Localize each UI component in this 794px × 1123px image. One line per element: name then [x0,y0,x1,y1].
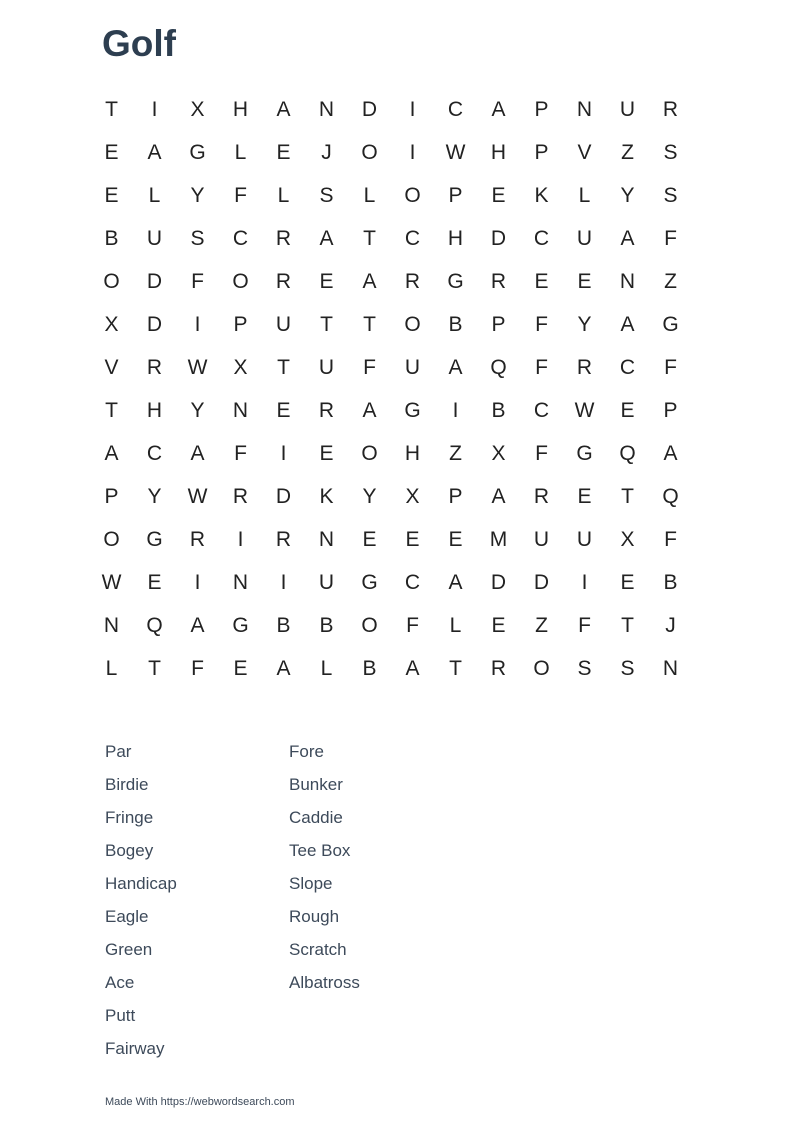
grid-cell: E [147,570,162,594]
grid-cell: O [404,183,421,207]
grid-cell: L [234,140,247,164]
word-list-item: Caddie [289,808,343,827]
grid-cell: E [620,398,635,422]
grid-cell: W [574,398,595,422]
grid-cell: S [577,656,592,680]
grid-cell: S [663,140,678,164]
grid-cell: E [233,656,248,680]
grid-cell: P [663,398,678,422]
grid-cell: G [576,441,593,465]
grid-cell: D [361,97,378,121]
grid-cell: H [146,398,163,422]
grid-cell: L [363,183,376,207]
grid-cell: Y [190,183,205,207]
grid-cell: A [276,97,291,121]
grid-cell: F [664,226,677,250]
grid-row [90,217,692,260]
grid-cell: Z [664,269,677,293]
grid-cell: Y [620,183,635,207]
grid-cell: E [491,183,506,207]
word-list-item: Fairway [105,1039,165,1058]
grid-cell: O [361,140,378,164]
word-list-item: Par [105,742,132,761]
grid-cell: S [319,183,334,207]
grid-cell: E [104,183,119,207]
grid-cell: E [276,140,291,164]
grid-cell: A [190,441,205,465]
grid-cell: P [448,183,463,207]
grid-cell: B [362,656,377,680]
grid-row [90,647,692,690]
word-list-item: Rough [289,907,340,926]
grid-cell: E [319,269,334,293]
grid-cell: N [232,570,249,594]
grid-cell: X [620,527,635,551]
grid-cell: J [665,613,676,637]
grid-cell: R [232,484,249,508]
grid-cell: T [148,656,161,680]
grid-cell: P [233,312,248,336]
grid-row [90,174,692,217]
grid-cell: O [232,269,249,293]
grid-cell: Z [621,140,634,164]
grid-row [90,88,692,131]
grid-cell: F [234,441,247,465]
grid-cell: C [232,226,249,250]
grid-cell: B [448,312,463,336]
grid-cell: Y [577,312,592,336]
grid-cell: O [361,441,378,465]
grid-cell: D [490,570,507,594]
grid-cell: A [663,441,678,465]
grid-cell: F [535,441,548,465]
grid-cell: Q [662,484,679,508]
word-list-item: Scratch [289,940,347,959]
grid-cell: L [148,183,161,207]
grid-cell: A [620,312,635,336]
grid-cell: W [187,355,208,379]
grid-cell: Q [619,441,636,465]
grid-row [90,303,692,346]
word-list-item: Birdie [105,775,149,794]
grid-cell: I [452,398,459,422]
grid-cell: A [190,613,205,637]
grid-cell: R [275,226,292,250]
grid-cell: I [280,441,287,465]
grid-row [90,604,692,647]
grid-cell: T [363,312,376,336]
grid-cell: B [663,570,678,594]
grid-cell: D [146,269,163,293]
letter-grid [90,88,692,690]
grid-cell: L [277,183,290,207]
grid-cell: K [534,183,549,207]
grid-cell: A [491,97,506,121]
grid-cell: R [490,269,507,293]
grid-cell: B [104,226,119,250]
grid-cell: T [449,656,462,680]
grid-cell: H [490,140,507,164]
grid-cell: D [275,484,292,508]
grid-cell: T [105,97,118,121]
grid-row [90,432,692,475]
grid-cell: O [533,656,550,680]
grid-cell: G [232,613,249,637]
grid-row [90,561,692,604]
grid-cell: R [275,527,292,551]
grid-cell: Y [147,484,162,508]
word-list-item: Eagle [105,907,149,926]
grid-cell: I [409,97,416,121]
word-list-item: Putt [105,1006,136,1025]
grid-cell: A [147,140,162,164]
word-list-item: Handicap [105,874,177,893]
grid-cell: N [103,613,120,637]
word-list-item: Slope [289,874,333,893]
grid-cell: F [664,355,677,379]
grid-cell: A [620,226,635,250]
grid-cell: E [620,570,635,594]
page-title: Golf [102,23,176,64]
grid-cell: R [404,269,421,293]
grid-cell: E [534,269,549,293]
grid-cell: C [404,226,421,250]
grid-cell: F [234,183,247,207]
grid-cell: T [277,355,290,379]
grid-cell: L [578,183,591,207]
grid-cell: N [619,269,636,293]
grid-cell: E [405,527,420,551]
grid-cell: R [662,97,679,121]
grid-cell: N [576,97,593,121]
grid-cell: U [404,355,421,379]
grid-cell: U [619,97,636,121]
grid-cell: U [146,226,163,250]
word-list-item: Fore [289,742,324,761]
grid-cell: A [319,226,334,250]
grid-cell: I [194,570,201,594]
grid-cell: N [318,527,335,551]
grid-cell: R [533,484,550,508]
grid-cell: O [404,312,421,336]
grid-cell: L [449,613,462,637]
grid-cell: A [104,441,119,465]
grid-cell: A [491,484,506,508]
word-list-item: Fringe [105,808,154,827]
grid-cell: G [146,527,163,551]
grid-cell: E [491,613,506,637]
grid-cell: E [104,140,119,164]
grid-cell: F [535,312,548,336]
grid-cell: B [491,398,506,422]
grid-cell: F [191,269,204,293]
grid-cell: J [321,140,332,164]
grid-cell: C [447,97,464,121]
grid-cell: I [151,97,158,121]
grid-cell: U [576,527,593,551]
grid-row [90,260,692,303]
grid-cell: L [320,656,333,680]
word-list-left [105,735,177,1065]
grid-cell: M [489,527,508,551]
grid-cell: P [104,484,119,508]
grid-cell: T [320,312,333,336]
grid-cell: E [319,441,334,465]
grid-cell: E [577,484,592,508]
grid-cell: T [621,484,634,508]
grid-cell: S [190,226,205,250]
grid-cell: H [404,441,421,465]
grid-cell: X [491,441,506,465]
grid-cell: F [535,355,548,379]
grid-row [90,389,692,432]
grid-cell: F [578,613,591,637]
word-list-item: Green [105,940,153,959]
word-list-item: Tee Box [289,841,351,860]
grid-cell: O [361,613,378,637]
word-list-item: Ace [105,973,135,992]
grid-cell: L [105,656,118,680]
grid-cell: X [233,355,248,379]
grid-cell: G [361,570,378,594]
grid-cell: W [445,140,466,164]
word-list-item: Bogey [105,841,154,860]
grid-cell: V [104,355,119,379]
grid-cell: I [581,570,588,594]
grid-cell: F [191,656,204,680]
grid-cell: X [405,484,420,508]
word-list-item: Albatross [289,973,360,992]
grid-cell: C [533,226,550,250]
grid-cell: E [362,527,377,551]
grid-cell: T [105,398,118,422]
grid-cell: E [276,398,291,422]
grid-cell: P [448,484,463,508]
grid-row [90,518,692,561]
grid-cell: G [662,312,679,336]
grid-cell: W [101,570,122,594]
grid-cell: A [362,269,377,293]
grid-cell: P [491,312,506,336]
grid-cell: X [190,97,205,121]
grid-cell: V [577,140,592,164]
grid-cell: U [318,570,335,594]
grid-cell: I [409,140,416,164]
grid-cell: S [663,183,678,207]
grid-cell: S [620,656,635,680]
grid-cell: N [318,97,335,121]
grid-cell: P [534,97,549,121]
grid-cell: U [533,527,550,551]
grid-cell: K [319,484,334,508]
grid-cell: G [189,140,206,164]
grid-cell: B [319,613,334,637]
grid-cell: U [318,355,335,379]
grid-cell: F [363,355,376,379]
grid-cell: D [533,570,550,594]
grid-row [90,346,692,389]
grid-cell: Q [146,613,163,637]
grid-cell: R [146,355,163,379]
footer-credit: Made With https://webwordsearch.com [105,1096,295,1108]
grid-cell: W [187,484,208,508]
grid-cell: Q [490,355,507,379]
grid-cell: E [577,269,592,293]
grid-cell: R [576,355,593,379]
grid-cell: A [362,398,377,422]
grid-cell: R [490,656,507,680]
grid-cell: R [275,269,292,293]
grid-row [90,131,692,174]
grid-cell: O [103,527,120,551]
grid-cell: C [533,398,550,422]
grid-cell: U [275,312,292,336]
grid-cell: D [146,312,163,336]
grid-cell: H [232,97,249,121]
grid-cell: A [448,355,463,379]
grid-cell: A [276,656,291,680]
grid-cell: I [194,312,201,336]
grid-cell: E [448,527,463,551]
grid-cell: X [104,312,119,336]
grid-cell: Z [535,613,548,637]
grid-cell: F [664,527,677,551]
grid-cell: B [276,613,291,637]
grid-cell: C [146,441,163,465]
word-list-right [289,735,360,999]
word-list-item: Bunker [289,775,343,794]
grid-cell: N [662,656,679,680]
grid-cell: R [189,527,206,551]
grid-cell: R [318,398,335,422]
grid-cell: H [447,226,464,250]
grid-cell: C [619,355,636,379]
grid-cell: Z [449,441,462,465]
grid-cell: A [448,570,463,594]
grid-cell: Y [190,398,205,422]
grid-cell: D [490,226,507,250]
grid-cell: F [406,613,419,637]
grid-cell: C [404,570,421,594]
grid-cell: G [447,269,464,293]
grid-cell: N [232,398,249,422]
grid-row [90,475,692,518]
grid-cell: P [534,140,549,164]
grid-cell: I [237,527,244,551]
grid-cell: T [621,613,634,637]
grid-cell: G [404,398,421,422]
grid-cell: I [280,570,287,594]
grid-cell: U [576,226,593,250]
grid-cell: O [103,269,120,293]
grid-cell: A [405,656,420,680]
grid-cell: T [363,226,376,250]
grid-cell: Y [362,484,377,508]
